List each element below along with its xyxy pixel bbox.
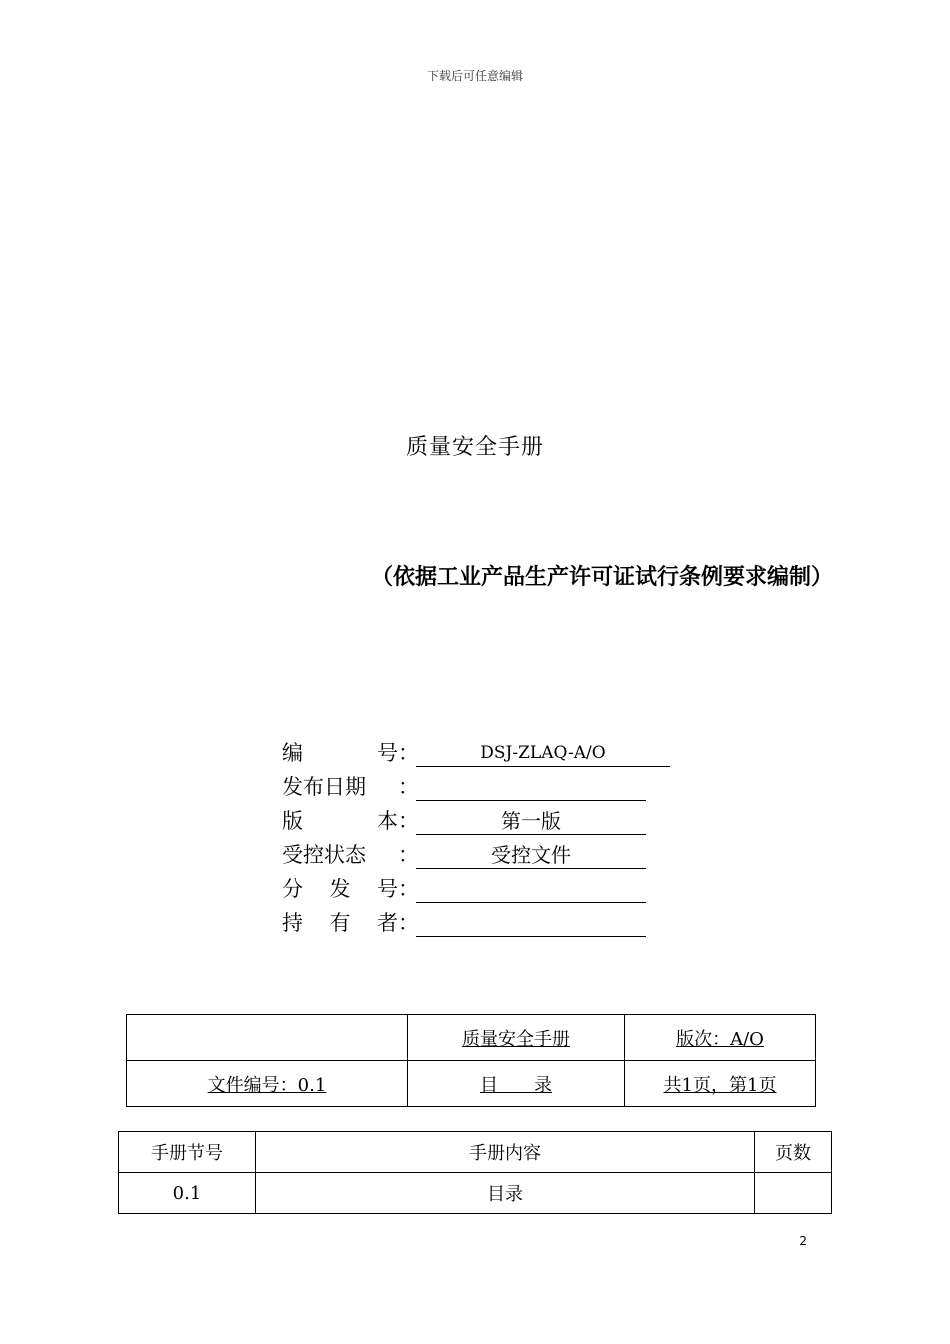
toc-cell-content: 目录 — [256, 1173, 755, 1214]
header-title-text: 质量安全手册 — [462, 1028, 570, 1050]
document-subtitle: （依据工业产品生产许可证试行条例要求编制） — [371, 565, 834, 590]
document-info-block — [282, 733, 682, 937]
info-colon: ： — [398, 775, 419, 799]
toc-row — [119, 1173, 832, 1214]
header-table-row — [127, 1061, 816, 1107]
info-row — [282, 869, 682, 903]
toc-header-content: 手册内容 — [256, 1132, 755, 1173]
info-colon: ： — [398, 809, 419, 833]
info-label-part: 受控状态 — [282, 843, 366, 867]
info-label-part: 本 — [377, 809, 398, 833]
header-cell-section — [408, 1061, 625, 1107]
info-row — [282, 835, 682, 869]
info-row — [282, 903, 682, 937]
header-cell-pages — [625, 1061, 816, 1107]
info-row — [282, 767, 682, 801]
header-cell-version — [625, 1015, 816, 1061]
header-section-text: 目 录 — [480, 1074, 552, 1096]
info-value — [416, 876, 646, 903]
header-table — [126, 1014, 816, 1107]
info-colon: ： — [398, 911, 419, 935]
info-label-part: 者 — [377, 911, 398, 935]
info-label-part: 有 — [329, 911, 351, 935]
info-label-part: 发布日期 — [282, 775, 366, 799]
info-label — [282, 805, 398, 835]
info-label-part: 发 — [329, 877, 351, 901]
header-cell-docno — [127, 1061, 408, 1107]
info-colon: ： — [398, 843, 419, 867]
info-label-part: 持 — [282, 911, 303, 935]
info-colon: ： — [398, 877, 419, 901]
header-note: 下载后可任意编辑 — [426, 69, 523, 83]
header-table-row — [127, 1015, 816, 1061]
toc-table — [118, 1131, 832, 1214]
header-cell-title — [408, 1015, 625, 1061]
info-label-part: 号 — [377, 741, 398, 765]
info-label — [282, 771, 398, 801]
toc-header-pages: 页数 — [755, 1132, 832, 1173]
info-label-part: 分 — [282, 877, 303, 901]
info-label — [282, 839, 398, 869]
page-number: 2 — [799, 1234, 807, 1248]
info-value — [416, 910, 646, 937]
info-label — [282, 907, 398, 937]
info-label — [282, 873, 398, 903]
header-cell-empty — [127, 1015, 408, 1061]
info-colon: ： — [398, 741, 419, 765]
info-label-part: 编 — [282, 741, 303, 765]
info-label-part: 版 — [282, 809, 303, 833]
toc-cell-section: 0.1 — [119, 1173, 256, 1214]
info-value: 受控文件 — [416, 842, 646, 869]
header-pages-text: 共1页，第1页 — [663, 1074, 777, 1096]
info-label-part: 号 — [377, 877, 398, 901]
info-row — [282, 733, 682, 767]
toc-header-section: 手册节号 — [119, 1132, 256, 1173]
info-row — [282, 801, 682, 835]
info-value: DSJ-ZLAQ-A/O — [416, 740, 670, 767]
header-docno-text: 文件编号：0.1 — [207, 1074, 327, 1096]
toc-cell-pages — [755, 1173, 832, 1214]
toc-header-row — [119, 1132, 832, 1173]
info-value — [416, 774, 646, 801]
header-version-text: 版次：A/O — [676, 1028, 764, 1050]
document-title: 质量安全手册 — [405, 435, 544, 460]
info-label — [282, 737, 398, 767]
info-value: 第一版 — [416, 808, 646, 835]
